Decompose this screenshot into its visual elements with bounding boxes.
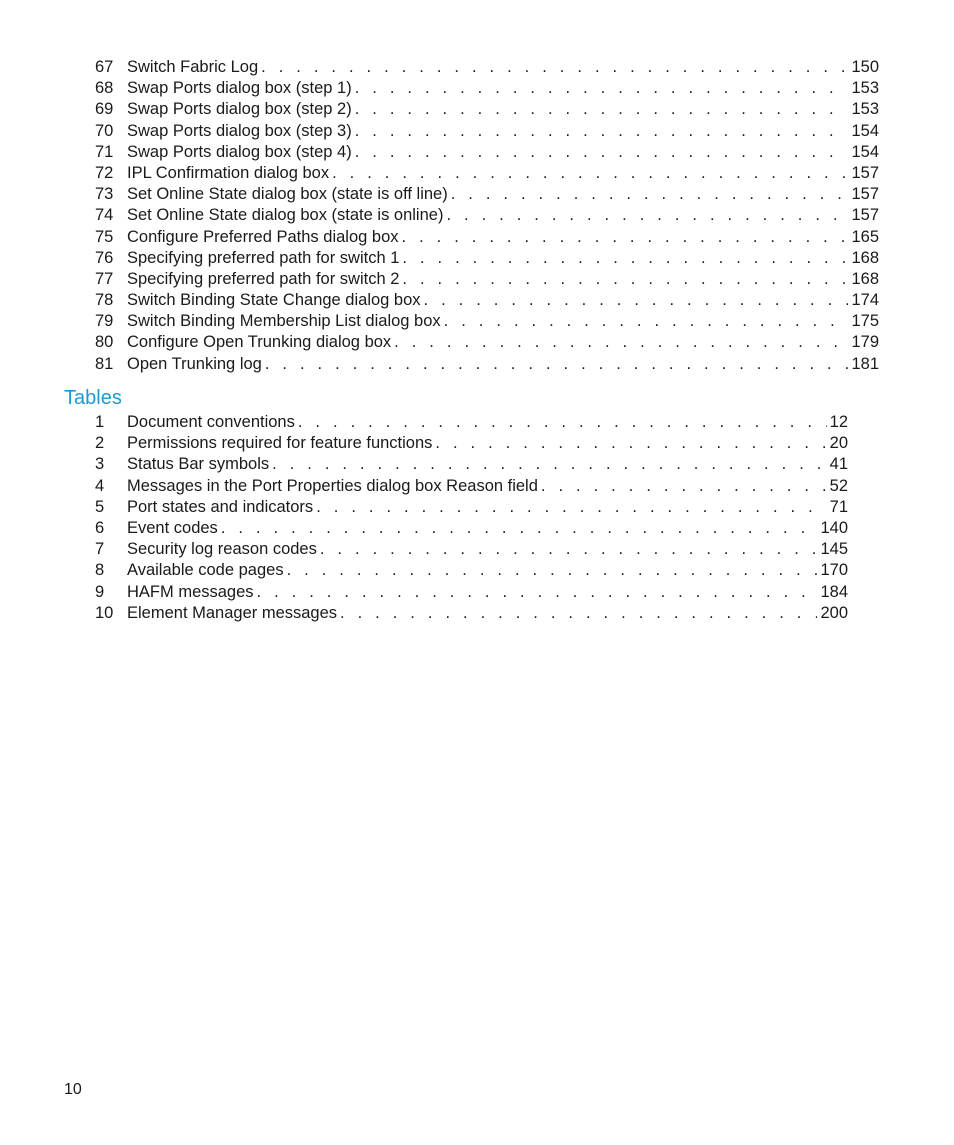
dot-leader: [402, 248, 848, 269]
entry-number: 70: [95, 121, 114, 140]
toc-entry[interactable]: [95, 227, 879, 248]
dot-leader: [287, 560, 818, 581]
dot-leader: [221, 518, 818, 539]
entry-number: 8: [95, 561, 105, 580]
toc-entry[interactable]: [95, 476, 848, 497]
toc-entry[interactable]: [95, 269, 879, 290]
entry-page: 179: [851, 333, 879, 352]
entry-number: 73: [95, 185, 114, 204]
dot-leader: [320, 539, 818, 560]
tables-heading: Tables: [64, 387, 122, 409]
entry-title: Event codes: [127, 518, 218, 537]
entry-number: 74: [95, 206, 114, 225]
entry-number: 72: [95, 163, 114, 182]
entry-title: Security log reason codes: [127, 540, 317, 559]
dot-leader: [446, 205, 848, 226]
entry-number: 6: [95, 518, 105, 537]
entry-page: 184: [820, 582, 848, 601]
entry-page: 181: [851, 354, 879, 373]
entry-page: 168: [851, 269, 879, 288]
entry-number: 76: [95, 248, 114, 267]
entry-page: 157: [851, 163, 879, 182]
toc-entry[interactable]: [95, 518, 848, 539]
entry-title: Document conventions: [127, 413, 295, 431]
toc-entry[interactable]: [95, 332, 879, 353]
entry-page: 157: [851, 206, 879, 225]
dot-leader: [444, 311, 849, 332]
dot-leader: [355, 99, 849, 120]
entry-number: 4: [95, 476, 105, 495]
toc-entry[interactable]: [95, 412, 848, 433]
entry-page: 12: [829, 413, 848, 431]
entry-page: 154: [851, 121, 879, 140]
entry-number: 1: [95, 413, 105, 431]
toc-entry[interactable]: [95, 163, 879, 184]
dot-leader: [272, 454, 827, 475]
entry-number: 7: [95, 540, 105, 559]
toc-entry[interactable]: [95, 560, 848, 581]
dot-leader: [394, 332, 848, 353]
entry-title: Open Trunking log: [127, 354, 262, 373]
entry-number: 5: [95, 497, 105, 516]
toc-entry[interactable]: [95, 290, 879, 311]
entry-title: Specifying preferred path for switch 2: [127, 269, 400, 288]
dot-leader: [355, 78, 849, 99]
toc-entry[interactable]: [95, 539, 848, 560]
toc-entry[interactable]: [95, 582, 848, 603]
entry-title: Configure Open Trunking dialog box: [127, 333, 392, 352]
entry-number: 10: [95, 603, 114, 622]
toc-entry[interactable]: [95, 99, 879, 120]
dot-leader: [298, 412, 827, 433]
entry-number: 80: [95, 333, 114, 352]
entry-title: Swap Ports dialog box (step 2): [127, 100, 352, 119]
entry-number: 77: [95, 269, 114, 288]
page-number: 10: [64, 1081, 82, 1098]
toc-entry[interactable]: [95, 603, 848, 624]
entry-page: 20: [829, 434, 848, 453]
entry-page: 52: [829, 476, 848, 495]
toc-entry[interactable]: [95, 497, 848, 518]
entry-number: 69: [95, 100, 114, 119]
entry-page: 165: [851, 227, 879, 246]
entry-number: 75: [95, 227, 114, 246]
entry-title: Element Manager messages: [127, 603, 338, 622]
entry-number: 78: [95, 291, 114, 310]
dot-leader: [257, 582, 818, 603]
toc-entry[interactable]: [95, 205, 879, 226]
entry-page: 150: [851, 58, 879, 76]
entry-title: Switch Binding State Change dialog box: [127, 291, 421, 310]
entry-page: 157: [851, 185, 879, 204]
dot-leader: [340, 603, 817, 624]
toc-entry[interactable]: [95, 184, 879, 205]
entry-title: Set Online State dialog box (state is online): [127, 206, 444, 225]
dot-leader: [424, 290, 849, 311]
entry-number: 79: [95, 312, 114, 331]
entry-number: 67: [95, 58, 114, 76]
entry-title: Configure Preferred Paths dialog box: [127, 227, 399, 246]
entry-title: Messages in the Port Properties dialog box Reason field: [127, 476, 538, 495]
dot-leader: [355, 142, 849, 163]
entry-title: Available code pages: [127, 561, 284, 580]
entry-page: 170: [820, 561, 848, 580]
entry-title: Swap Ports dialog box (step 3): [127, 121, 352, 140]
dot-leader: [402, 227, 849, 248]
entry-title: HAFM messages: [127, 582, 254, 601]
entry-page: 153: [851, 79, 879, 98]
entry-page: 71: [829, 497, 848, 516]
toc-entry[interactable]: [95, 311, 879, 332]
toc-entry[interactable]: [95, 433, 848, 454]
entry-page: 168: [851, 248, 879, 267]
dot-leader: [265, 354, 849, 375]
entry-title: Permissions required for feature functions: [127, 434, 433, 453]
entry-title: Set Online State dialog box (state is off line): [127, 185, 448, 204]
dot-leader: [451, 184, 849, 205]
entry-number: 2: [95, 434, 105, 453]
entry-number: 68: [95, 79, 114, 98]
tables-list: [95, 412, 848, 624]
entry-page: 153: [851, 100, 879, 119]
dot-leader: [402, 269, 848, 290]
entry-title: Port states and indicators: [127, 497, 314, 516]
entry-title: Swap Ports dialog box (step 1): [127, 79, 352, 98]
entry-page: 174: [851, 291, 879, 310]
toc-entry[interactable]: [95, 121, 879, 142]
dot-leader: [541, 476, 827, 497]
entry-title: Specifying preferred path for switch 1: [127, 248, 400, 267]
dot-leader: [435, 433, 826, 454]
entry-number: 3: [95, 455, 105, 474]
entry-title: Status Bar symbols: [127, 455, 270, 474]
toc-entry[interactable]: [95, 454, 848, 475]
toc-entry[interactable]: [95, 142, 879, 163]
entry-page: 41: [829, 455, 848, 474]
entry-title: Switch Fabric Log: [127, 58, 259, 76]
dot-leader: [261, 57, 848, 78]
toc-entry[interactable]: [95, 354, 879, 375]
dot-leader: [316, 497, 826, 518]
toc-entry[interactable]: [95, 57, 879, 78]
dot-leader: [355, 121, 849, 142]
entry-title: IPL Confirmation dialog box: [127, 163, 330, 182]
entry-page: 145: [820, 540, 848, 559]
entry-number: 9: [95, 582, 105, 601]
entry-page: 154: [851, 142, 879, 161]
entry-page: 140: [820, 518, 848, 537]
entry-number: 81: [95, 354, 114, 373]
toc-entry[interactable]: [95, 248, 879, 269]
entry-page: 200: [820, 603, 848, 622]
entry-title: Switch Binding Membership List dialog box: [127, 312, 441, 331]
toc-entry[interactable]: [95, 78, 879, 99]
entry-number: 71: [95, 142, 114, 161]
dot-leader: [332, 163, 848, 184]
entry-title: Swap Ports dialog box (step 4): [127, 142, 352, 161]
entry-page: 175: [851, 312, 879, 331]
figures-list: [95, 57, 879, 375]
